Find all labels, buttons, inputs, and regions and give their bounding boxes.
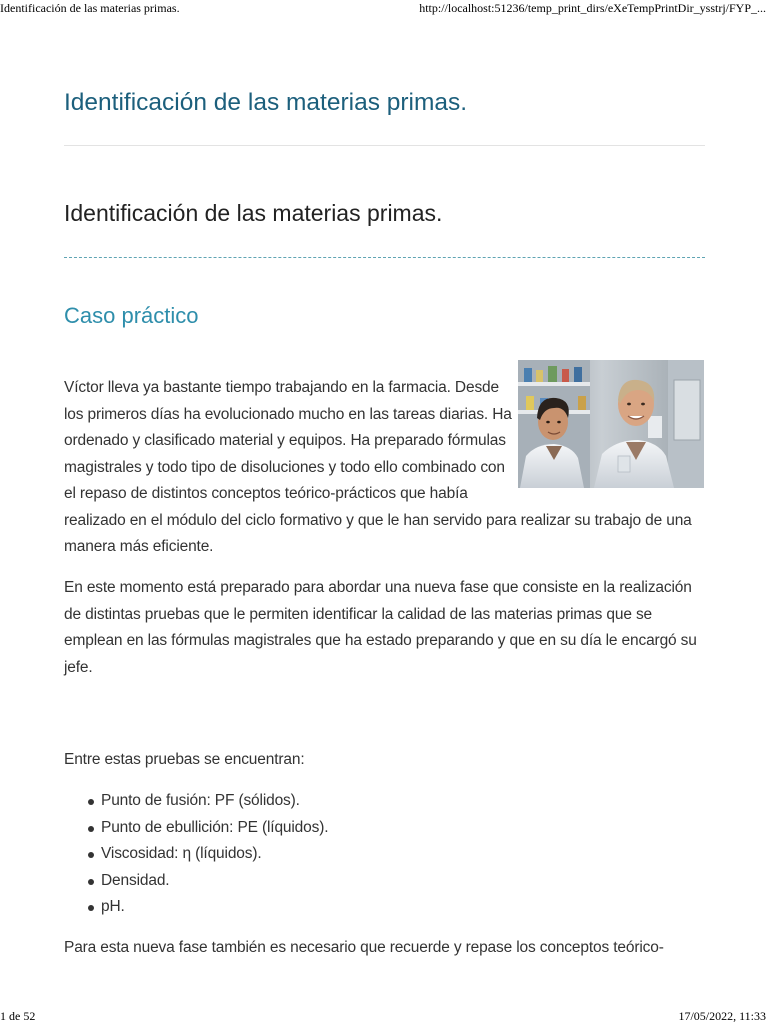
list-item: Punto de ebullición: PE (líquidos). — [64, 815, 705, 842]
list-item: Densidad. — [64, 868, 705, 895]
list-item: Punto de fusión: PF (sólidos). — [64, 788, 705, 815]
closing-paragraph — [64, 935, 705, 962]
text-line: En este momento está preparado para abordar una nueva fase que consiste en la realización — [64, 579, 692, 596]
section-divider — [64, 257, 705, 258]
section-title: Identificación de las materias primas. — [64, 200, 443, 226]
print-header-url: http://localhost:51236/temp_print_dirs/eXeTempPrintDir_ysstrj/FYP_... — [419, 1, 766, 15]
text-line: el repaso de distintos conceptos teórico-prácticos que había — [64, 485, 468, 502]
text-line: ordenado y clasificado material y equipos. Ha preparado fórmulas — [64, 432, 506, 449]
intro-paragraph — [64, 375, 705, 561]
text-line: de distintas pruebas que le permiten identificar la calidad de las materias primas que se — [64, 605, 653, 623]
list-item: pH. — [64, 894, 705, 921]
list-item: Viscosidad: η (líquidos). — [64, 841, 705, 868]
text-line: emplean en las fórmulas magistrales que ha estado preparando y que en su día le encargó su — [64, 632, 697, 649]
print-header-title: Identificación de las materias primas. — [0, 1, 180, 15]
page-counter: 1 de 52 — [0, 1009, 36, 1023]
print-datetime: 17/05/2022, 11:33 — [678, 1009, 766, 1023]
bullet-icon — [88, 905, 94, 911]
text-line: manera más eficiente. — [64, 538, 214, 555]
page-title: Identificación de las materias primas. — [64, 89, 468, 116]
text-line: Víctor lleva ya bastante tiempo trabajando en la farmacia. Desde — [64, 379, 499, 396]
print-footer — [0, 1009, 768, 1025]
bullet-icon — [88, 879, 94, 885]
title-divider — [64, 145, 705, 146]
case-study-title: Caso práctico — [64, 303, 199, 328]
tests-list — [64, 788, 705, 921]
text-line: realizado en el módulo del ciclo formativo y que le han servido para realizar su trabajo de una — [64, 511, 692, 529]
tests-intro: Entre estas pruebas se encuentran: — [64, 751, 305, 768]
context-paragraph — [64, 575, 705, 681]
text-line: los primeros días ha evolucionado mucho en las tareas diarias. Ha — [64, 405, 512, 423]
text-line: magistrales y todo tipo de disoluciones y todo ello combinado con — [64, 458, 505, 476]
bullet-icon — [88, 852, 94, 858]
text-line: Para esta nueva fase también es necesario que recuerde y repase los conceptos teórico- — [64, 939, 664, 956]
bullet-icon — [88, 826, 94, 832]
print-header — [0, 1, 768, 17]
text-line: jefe. — [64, 658, 93, 676]
bullet-icon — [88, 799, 94, 805]
